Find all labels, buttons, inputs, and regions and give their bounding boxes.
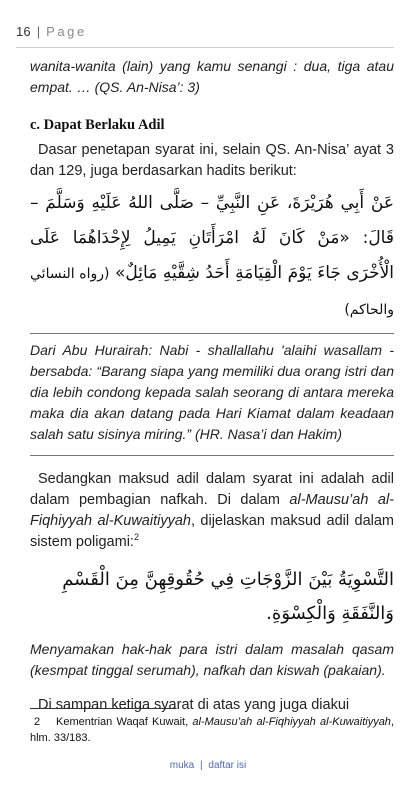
hadith-arabic-text: عَنْ أَبِي هُرَيْرَةَ، عَنِ النَّبِيِّ – صَلَّى اللهُ عَلَيْهِ وَسَلَّمَ – قَالَ: «مَنْ كَانَ لَهُ امْرَأَتَانِ يَمِيلُ لِإِحْدَاهُمَا عَلَى الْأُخْرَى جَاءَ يَوْمَ الْقِيَامَةِ أَحَدُ شِقَّيْهِ مَائِلٌ»	[30, 193, 395, 283]
footnote-rule	[30, 708, 176, 709]
quote-arabic: التَّسْوِيَةُ بَيْنَ الزَّوْجَاتِ فِي حُقُوقِهِنَّ مِنَ الْقَسْمِ وَالنَّفَقَةِ وَالْكِسْوَةِ.	[62, 569, 394, 624]
page-content	[30, 56, 394, 716]
quote-translation: Menyamakan hak-hak para istri dalam masalah qasam (kesmpat tinggal serumah), nafkah dan kiswah (pakaian).	[30, 641, 394, 678]
paragraph-2-end: , dijelaskan maksud adil dalam sistem poligami:	[30, 513, 394, 550]
hadith-arabic	[30, 186, 394, 328]
footnote-ref[interactable]: 2	[133, 532, 139, 543]
intro-text: wanita-wanita (lain) yang kamu senangi : dua, tiga atau empat. … (QS. An-Nisa’: 3)	[30, 58, 394, 95]
hadith-source-arabic: (رواه النسائي والحاكم)	[30, 266, 394, 318]
muka-link[interactable]: muka	[169, 760, 195, 771]
page-number: 16	[16, 24, 31, 39]
footnote-number: 2	[34, 716, 41, 728]
paragraph-1: Dasar penetapan syarat ini, selain QS. An-Nisa’ ayat 3 dan 129, juga berdasarkan hadits berikut:	[30, 142, 394, 179]
hadith-translation-block	[30, 333, 394, 456]
paragraph-2	[30, 469, 394, 553]
bottom-nav	[0, 760, 416, 771]
paragraph-2-start: Sedangkan maksud adil dalam syarat ini adalah adil dalam pembagian nafkah. Di dalam	[30, 471, 394, 508]
page-header	[16, 24, 87, 39]
paragraph-2-ref: al-Mausu’ah al-Fiqhiyyah al-Kuwaitiyyah	[30, 492, 394, 529]
page-word: Page	[46, 24, 87, 39]
footnote	[30, 714, 394, 746]
daftar-isi-link[interactable]: daftar isi	[208, 760, 247, 771]
header-rule	[16, 47, 394, 48]
paragraph-3: Di sampan ketiga syarat di atas yang juga diakui	[38, 697, 350, 713]
header-separator: |	[36, 24, 41, 39]
hadith-translation: Dari Abu Hurairah: Nabi - shallallahu 'alaihi wasallam - bersabda: “Barang siapa yang memiliki dua orang istri dan dia lebih condong kepada salah seorang di antara mereka maka dia akan datang pada Hari Kiamat dalam keadaan salah satu sisinya miring.” (HR. Nasa’i dan Hakim)	[30, 342, 394, 442]
footnote-ref-title: al-Mausu’ah al-Fiqhiyyah al-Kuwaitiyyah	[192, 716, 391, 728]
footnote-text-start: Kementrian Waqaf Kuwait,	[56, 716, 193, 728]
footnote-text-end: , hlm. 33/183.	[30, 716, 394, 744]
section-heading: c. Dapat Berlaku Adil	[30, 117, 165, 133]
nav-separator: |	[200, 760, 203, 771]
